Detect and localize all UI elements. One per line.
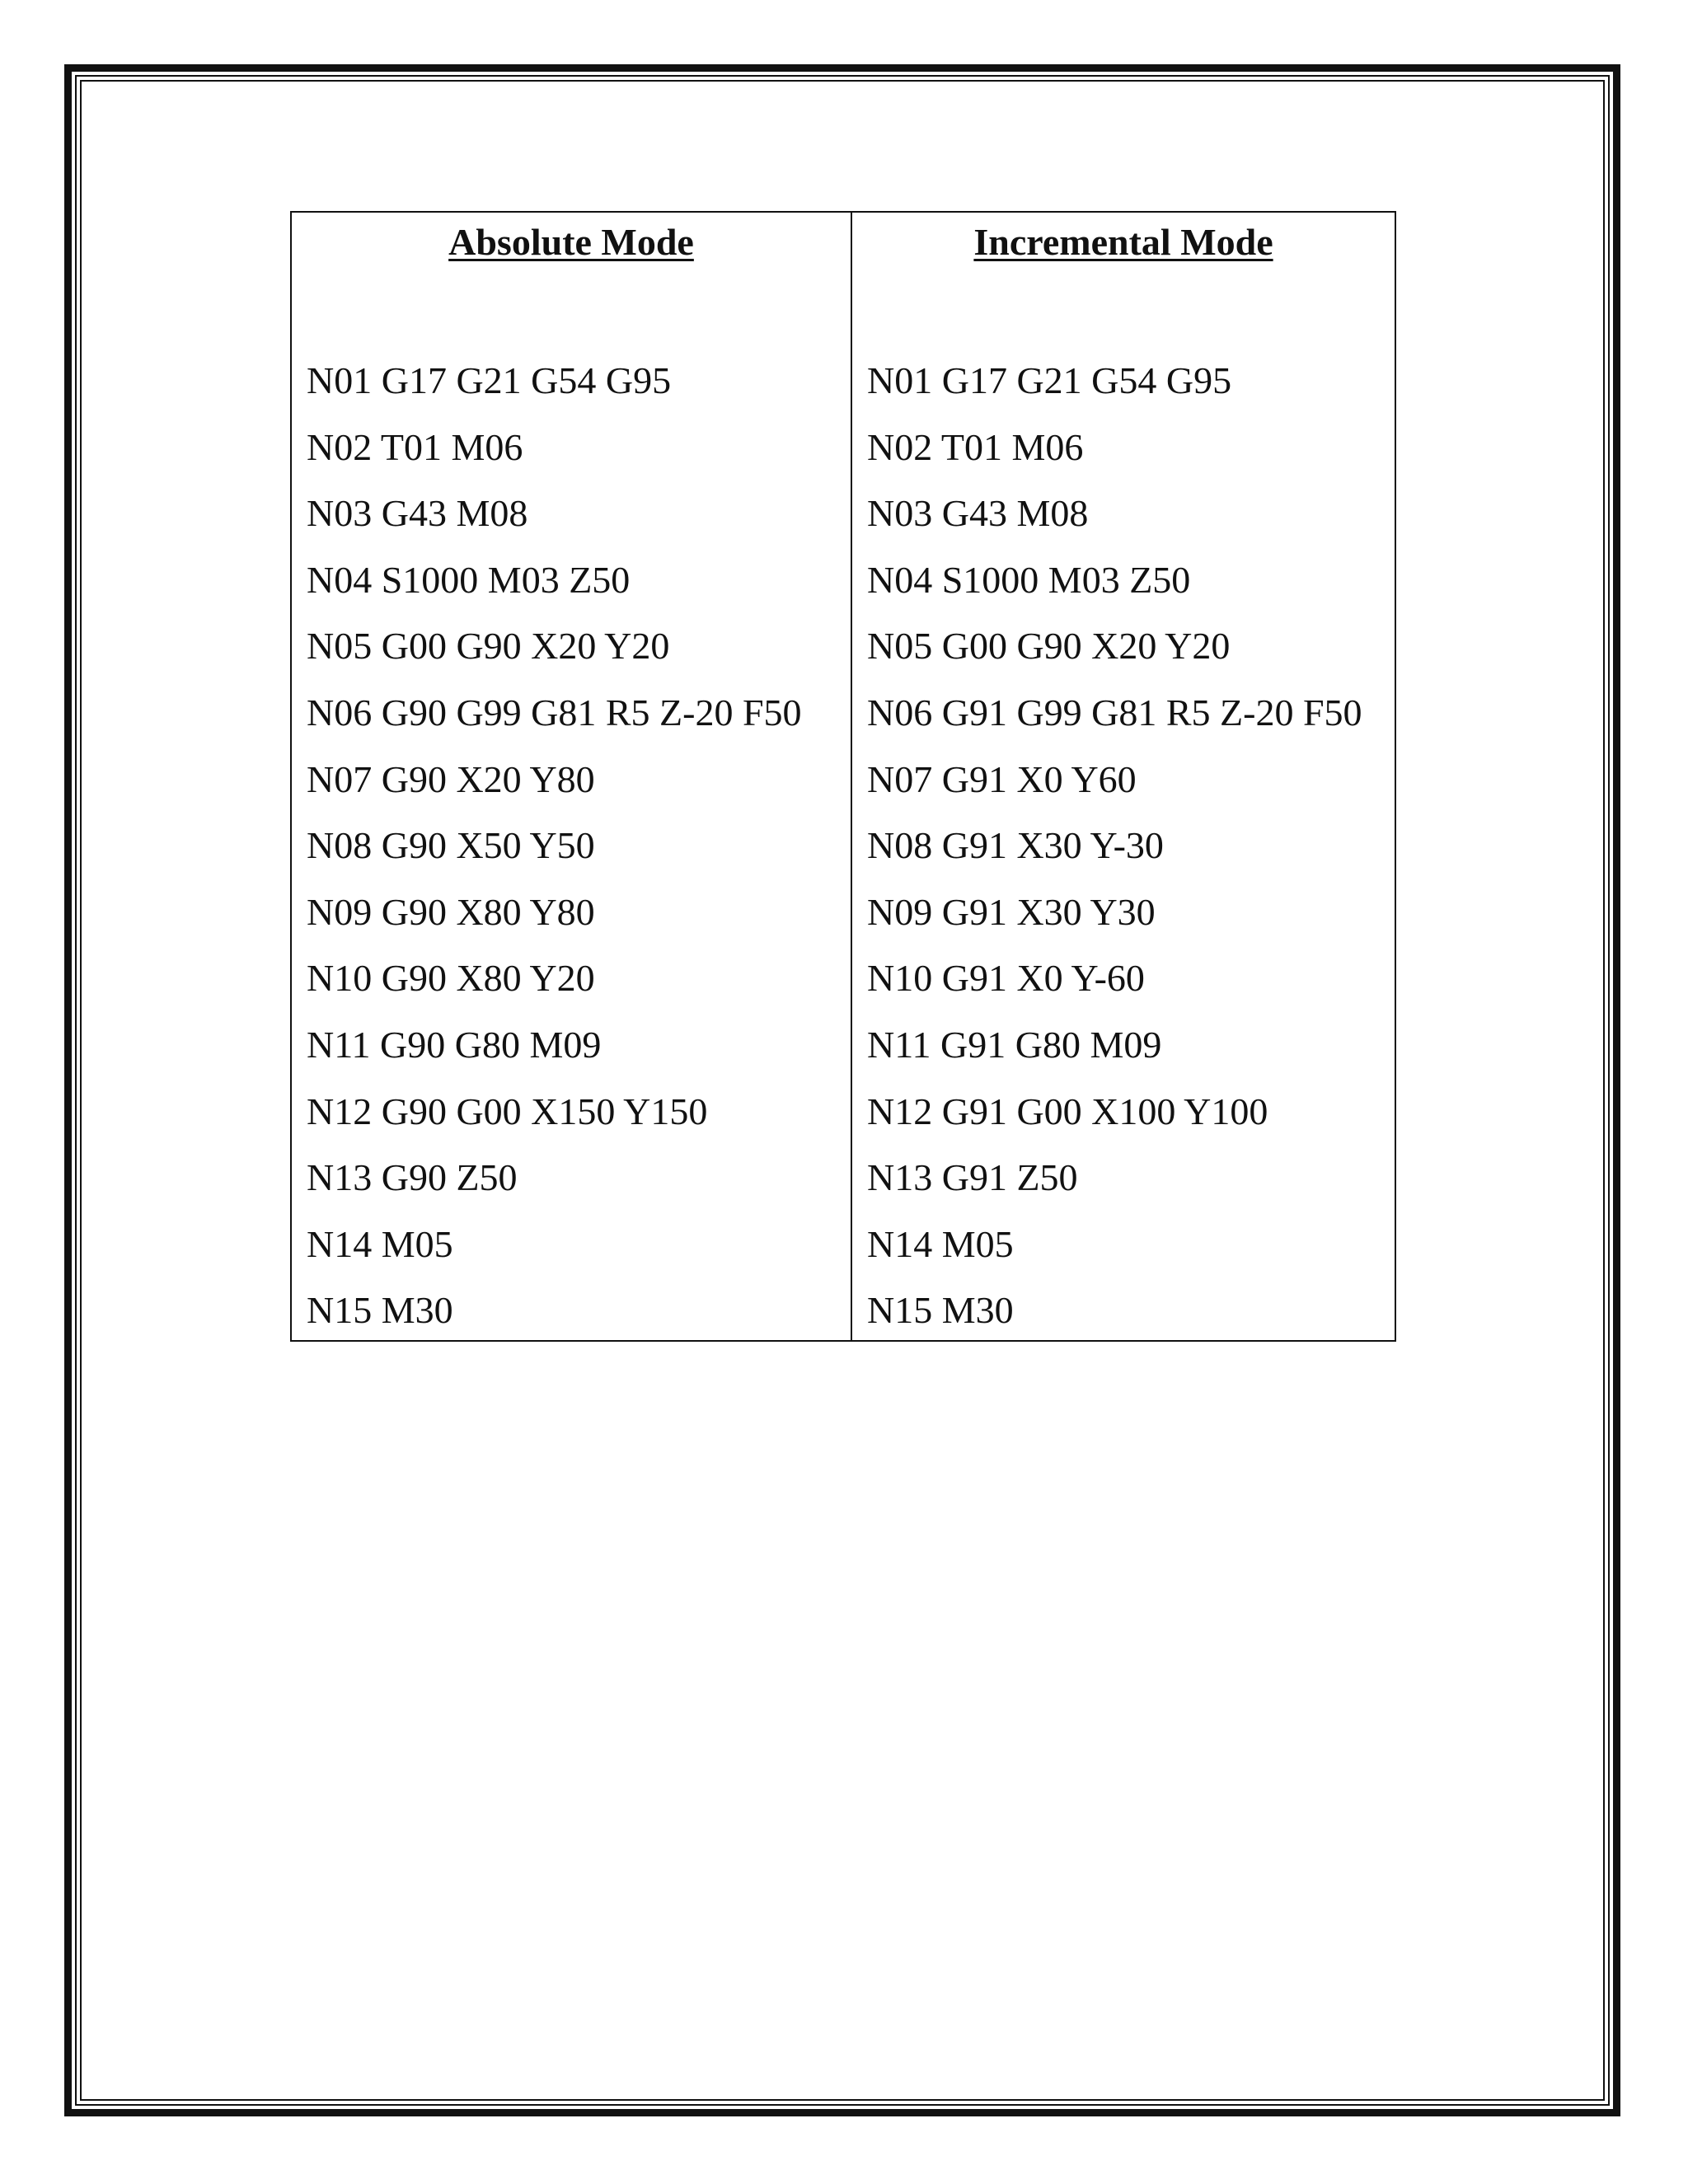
program-line: N14 M05 xyxy=(867,1222,1014,1265)
program-line: N08 G90 X50 Y50 xyxy=(307,824,595,867)
program-line: N01 G17 G21 G54 G95 xyxy=(307,359,672,401)
program-line: N10 G91 X0 Y-60 xyxy=(867,957,1145,1000)
incremental-mode-heading: Incremental Mode xyxy=(973,221,1273,263)
program-line: N08 G91 X30 Y-30 xyxy=(867,824,1164,867)
program-line: N11 G90 G80 M09 xyxy=(307,1023,602,1066)
program-line: N10 G90 X80 Y20 xyxy=(307,957,595,1000)
program-line: N07 G90 X20 Y80 xyxy=(307,757,595,800)
absolute-mode-column xyxy=(292,213,852,1340)
program-line: N05 G00 G90 X20 Y20 xyxy=(867,625,1231,668)
program-line: N03 G43 M08 xyxy=(307,492,528,535)
program-line: N12 G90 G00 X150 Y150 xyxy=(307,1090,708,1132)
program-line: N11 G91 G80 M09 xyxy=(867,1023,1162,1066)
incremental-mode-program xyxy=(867,348,1362,1344)
program-line: N02 T01 M06 xyxy=(307,425,523,468)
program-line: N15 M30 xyxy=(867,1289,1014,1332)
program-line: N09 G90 X80 Y80 xyxy=(307,890,595,933)
program-line: N13 G90 Z50 xyxy=(307,1156,518,1199)
program-line: N09 G91 X30 Y30 xyxy=(867,890,1156,933)
program-line: N07 G91 X0 Y60 xyxy=(867,757,1137,800)
program-line: N06 G91 G99 G81 R5 Z-20 F50 xyxy=(867,691,1362,733)
absolute-mode-heading: Absolute Mode xyxy=(448,221,694,263)
program-line: N06 G90 G99 G81 R5 Z-20 F50 xyxy=(307,691,802,733)
program-line: N01 G17 G21 G54 G95 xyxy=(867,359,1232,401)
incremental-mode-column xyxy=(852,213,1395,1340)
program-line: N14 M05 xyxy=(307,1222,453,1265)
absolute-mode-program xyxy=(307,348,802,1344)
program-line: N04 S1000 M03 Z50 xyxy=(307,558,631,601)
program-line: N12 G91 G00 X100 Y100 xyxy=(867,1090,1268,1132)
gcode-comparison-table xyxy=(290,211,1396,1342)
program-line: N02 T01 M06 xyxy=(867,425,1084,468)
program-line: N13 G91 Z50 xyxy=(867,1156,1078,1199)
program-line: N15 M30 xyxy=(307,1289,453,1332)
program-line: N03 G43 M08 xyxy=(867,492,1089,535)
program-line: N05 G00 G90 X20 Y20 xyxy=(307,625,670,668)
program-line: N04 S1000 M03 Z50 xyxy=(867,558,1191,601)
